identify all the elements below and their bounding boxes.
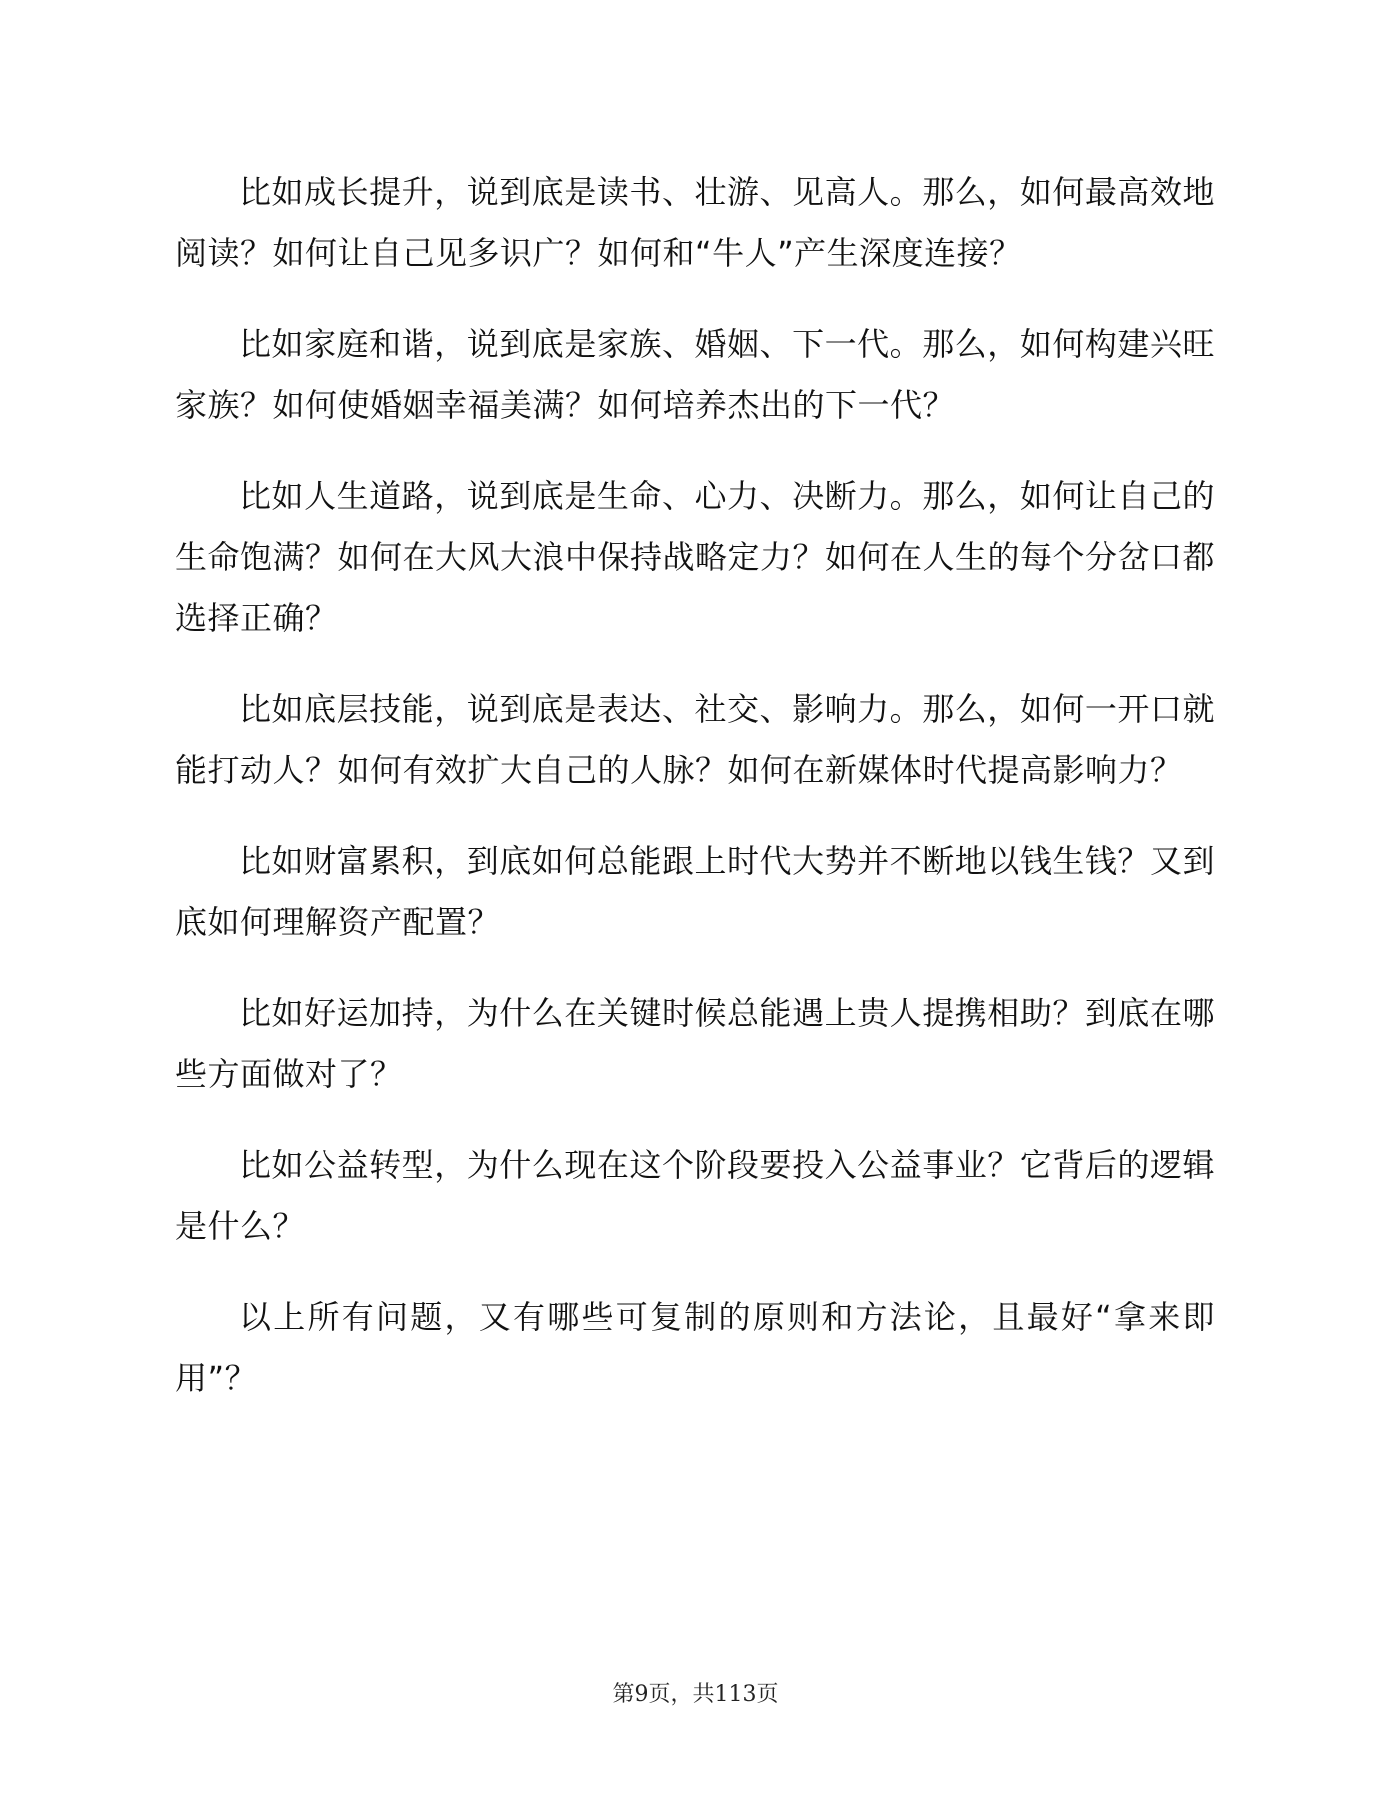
paragraph-good-luck: 比如好运加持，为什么在关键时候总能遇上贵人提携相助？到底在哪些方面做对了？ bbox=[175, 994, 1215, 1093]
paragraph-life-path: 比如人生道路，说到底是生命、心力、决断力。那么，如何让自己的生命饱满？如何在大风大浪中保持战略定力？如何在人生的每个分岔口都选择正确？ bbox=[175, 477, 1216, 637]
page-number-footer: 第9页，共113页 bbox=[612, 1682, 779, 1707]
paragraph-family: 比如家庭和谐，说到底是家族、婚姻、下一代。那么，如何构建兴旺家族？如何使婚姻幸福美满？如何培养杰出的下一代？ bbox=[175, 325, 1215, 424]
paragraph-core-skills: 比如底层技能，说到底是表达、社交、影响力。那么，如何一开口就能打动人？如何有效扩大自己的人脉？如何在新媒体时代提高影响力？ bbox=[175, 690, 1215, 789]
paragraph-summary: 以上所有问题，又有哪些可复制的原则和方法论，且最好“拿来即用”？ bbox=[175, 1298, 1215, 1397]
paragraph-charity: 比如公益转型，为什么现在这个阶段要投入公益事业？它背后的逻辑是什么？ bbox=[175, 1146, 1215, 1245]
paragraph-wealth: 比如财富累积，到底如何总能跟上时代大势并不断地以钱生钱？又到底如何理解资产配置？ bbox=[175, 842, 1215, 941]
paragraph-growth: 比如成长提升，说到底是读书、壮游、见高人。那么，如何最高效地阅读？如何让自己见多识广？如何和“牛人”产生深度连接？ bbox=[175, 173, 1215, 272]
page-body bbox=[175, 162, 1215, 1439]
